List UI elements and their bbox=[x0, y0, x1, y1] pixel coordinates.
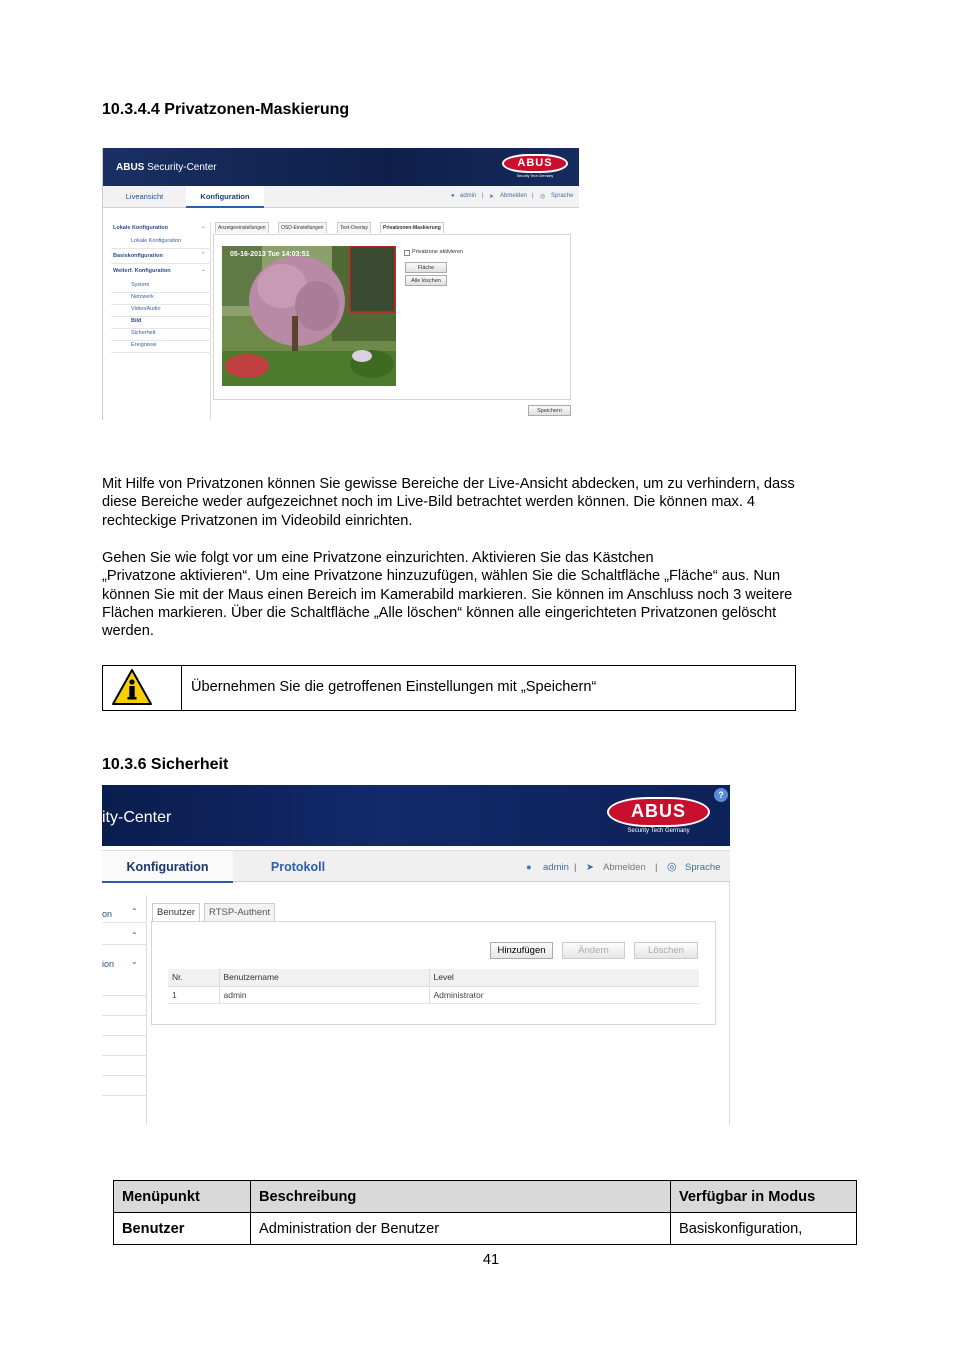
sidebar-item-image[interactable]: Bild bbox=[131, 318, 142, 324]
divider bbox=[111, 328, 211, 329]
paragraph-instructions bbox=[102, 549, 882, 640]
subtab-osd-settings[interactable]: OSD-Einstellungen bbox=[278, 222, 327, 233]
column-header-level: Level bbox=[429, 969, 699, 986]
main-nav bbox=[103, 186, 579, 208]
sidebar-item-events[interactable]: Ereignisse bbox=[131, 342, 157, 348]
divider bbox=[111, 340, 211, 341]
subtab-users[interactable]: Benutzer bbox=[152, 903, 200, 921]
divider bbox=[102, 1095, 146, 1096]
sidebar-item-truncated[interactable]: on bbox=[102, 909, 113, 919]
page-number: 41 bbox=[482, 1252, 500, 1268]
column-header-menu-item: Menüpunkt bbox=[114, 1181, 251, 1213]
divider bbox=[102, 1075, 146, 1076]
text-line: „Privatzone aktivieren“. Um eine Privatzone hinzuzufügen, wählen Sie die Schaltfläche „Fläche“ aus. Nun bbox=[102, 568, 781, 585]
logo-tagline: Security Tech Germany bbox=[516, 174, 554, 178]
clear-all-button[interactable]: Alle löschen bbox=[405, 275, 447, 286]
separator: | bbox=[574, 862, 577, 873]
garden-scene-image bbox=[222, 246, 396, 386]
globe-icon: ◎ bbox=[667, 861, 677, 873]
sidebar-basic-config[interactable]: Basiskonfiguration bbox=[113, 253, 163, 259]
sidebar-item-truncated[interactable]: ion bbox=[102, 959, 115, 969]
text-line: Gehen Sie wie folgt vor um eine Privatzone einzurichten. Aktivieren Sie das Kästchen bbox=[102, 550, 654, 566]
cell-level: Administrator bbox=[429, 986, 699, 1003]
user-name[interactable]: admin bbox=[460, 193, 477, 199]
screenshot-security bbox=[102, 785, 730, 1125]
sidebar-item-security[interactable]: Sicherheit bbox=[131, 330, 156, 336]
text-line: rechteckige Privatzonen im Videobild einrichten. bbox=[102, 512, 413, 529]
divider bbox=[102, 944, 146, 945]
sidebar-item-video-audio[interactable]: Video/Audio bbox=[131, 306, 161, 312]
chevron-up-icon[interactable]: ⌃ bbox=[201, 252, 206, 258]
user-icon: ● bbox=[526, 862, 532, 873]
chevron-down-icon[interactable]: ⌄ bbox=[201, 224, 206, 230]
sidebar-item-system[interactable]: System bbox=[131, 282, 150, 288]
chevron-up-icon[interactable]: ⌃ bbox=[131, 907, 138, 916]
tab-configuration[interactable]: Konfiguration bbox=[102, 851, 233, 883]
chevron-down-icon[interactable]: ⌄ bbox=[201, 267, 206, 273]
user-icon: ● bbox=[451, 193, 455, 199]
chevron-up-icon[interactable]: ⌃ bbox=[131, 931, 138, 940]
camera-live-image[interactable] bbox=[222, 246, 396, 386]
cell-available-mode: Basiskonfiguration, bbox=[671, 1213, 857, 1245]
divider bbox=[111, 316, 211, 317]
logout-icon: ➤ bbox=[489, 194, 495, 200]
divider bbox=[102, 995, 146, 996]
abus-logo: ABUS bbox=[607, 797, 710, 827]
privacy-zone-checkbox[interactable] bbox=[404, 250, 410, 256]
divider bbox=[111, 263, 211, 264]
app-title: ity-Center bbox=[102, 809, 172, 826]
divider bbox=[102, 1055, 146, 1056]
logout-link[interactable]: Abmelden bbox=[500, 193, 528, 199]
text-line: können Sie mit der Maus einen Bereich im Kamerabild markieren. Sie können im Anschluss noch 3 weitere bbox=[102, 586, 793, 603]
abus-logo: ABUS bbox=[502, 154, 568, 173]
tab-configuration[interactable]: Konfiguration bbox=[186, 186, 264, 208]
add-user-button[interactable]: Hinzufügen bbox=[490, 942, 553, 959]
separator: | bbox=[655, 862, 658, 873]
cell-menu-item: Benutzer bbox=[114, 1213, 251, 1245]
privacy-zone-checkbox-label: Privatzone aktivieren bbox=[412, 249, 464, 255]
area-button[interactable]: Fläche bbox=[405, 262, 447, 273]
chevron-down-icon[interactable]: ⌄ bbox=[131, 957, 138, 966]
info-warning-icon bbox=[103, 666, 182, 710]
paragraph-intro bbox=[102, 475, 882, 530]
delete-user-button[interactable]: Löschen bbox=[634, 942, 698, 959]
video-osd-timestamp: 05-16-2013 Tue 14:03:51 bbox=[230, 251, 310, 258]
sidebar-advanced-config[interactable]: Weiterf. Konfiguration bbox=[113, 268, 171, 274]
section-heading-security: 10.3.6 Sicherheit bbox=[102, 756, 229, 773]
users-table bbox=[168, 969, 699, 1004]
note-box bbox=[102, 665, 796, 711]
logo-tagline: Security Tech Germany bbox=[627, 828, 690, 834]
section-heading-privacy-masking: 10.3.4.4 Privatzonen-Maskierung bbox=[102, 101, 350, 118]
help-icon[interactable]: ? bbox=[714, 788, 728, 802]
tab-liveview[interactable]: Liveansicht bbox=[125, 192, 164, 201]
table-header-row bbox=[114, 1181, 857, 1213]
table-header-row bbox=[168, 969, 699, 986]
divider bbox=[102, 1015, 146, 1016]
cell-nr: 1 bbox=[168, 986, 219, 1003]
note-text: Übernehmen Sie die getroffenen Einstellungen mit „Speichern“ bbox=[191, 679, 597, 695]
text-line: Flächen markieren. Über die Schaltfläche „Alle löschen“ können alle eingerichteten Privatzonen gelöscht bbox=[102, 604, 777, 621]
subtab-text-overlay[interactable]: Text-Overlay bbox=[337, 222, 371, 233]
divider bbox=[111, 352, 211, 353]
sidebar-item-local-config[interactable]: Lokale Konfiguration bbox=[131, 238, 182, 244]
separator: | bbox=[532, 193, 534, 199]
column-header-description: Beschreibung bbox=[251, 1181, 671, 1213]
cell-username: admin bbox=[219, 986, 429, 1003]
app-title: ABUS Security-Center bbox=[116, 162, 217, 173]
tab-log[interactable]: Protokoll bbox=[270, 860, 326, 874]
logout-icon: ➤ bbox=[586, 862, 594, 873]
language-link[interactable]: Sprache bbox=[685, 862, 721, 873]
text-line: Mit Hilfe von Privatzonen können Sie gewisse Bereiche der Live-Ansicht abdecken, um zu verhindern, dass bbox=[102, 476, 795, 492]
language-link[interactable]: Sprache bbox=[551, 193, 574, 199]
table-row[interactable] bbox=[168, 986, 699, 1003]
note-icon-cell bbox=[103, 666, 182, 710]
column-header-username: Benutzername bbox=[219, 969, 429, 986]
main-nav bbox=[102, 850, 730, 882]
screenshot-privacy-masking bbox=[102, 148, 579, 420]
divider bbox=[102, 1035, 146, 1036]
app-header bbox=[102, 785, 730, 846]
edit-user-button[interactable]: Ändern bbox=[562, 942, 625, 959]
divider bbox=[111, 304, 211, 305]
app-header bbox=[103, 148, 579, 186]
user-name[interactable]: admin bbox=[543, 862, 569, 873]
table-row bbox=[114, 1213, 857, 1245]
globe-icon: ◎ bbox=[540, 194, 546, 200]
cell-description: Administration der Benutzer bbox=[251, 1213, 671, 1245]
sidebar-local-config[interactable]: Lokale Konfiguration bbox=[113, 225, 168, 231]
sidebar bbox=[103, 222, 211, 420]
sidebar-item-network[interactable]: Netzwerk bbox=[131, 294, 154, 300]
text-line: diese Bereiche weder aufgezeichnet noch im Live-Bild betrachtet werden können. Die können max. 4 bbox=[102, 494, 756, 511]
logout-link[interactable]: Abmelden bbox=[603, 862, 646, 873]
divider bbox=[111, 292, 211, 293]
menu-table bbox=[113, 1180, 857, 1245]
text-line: werden. bbox=[102, 623, 154, 640]
column-header-available-mode: Verfügbar in Modus bbox=[671, 1181, 857, 1213]
subtab-rtsp-auth[interactable]: RTSP-Authent bbox=[204, 903, 275, 921]
column-header-nr: Nr. bbox=[168, 969, 219, 986]
subtab-privacy-masking[interactable]: Privatzonen-Maskierung bbox=[380, 222, 444, 233]
divider bbox=[102, 922, 146, 923]
subtab-display-settings[interactable]: Anzeigeeinstellungen bbox=[215, 222, 269, 233]
separator: | bbox=[482, 193, 484, 199]
sidebar bbox=[102, 895, 147, 1125]
divider bbox=[111, 248, 211, 249]
save-button[interactable]: Speichern bbox=[528, 405, 571, 416]
